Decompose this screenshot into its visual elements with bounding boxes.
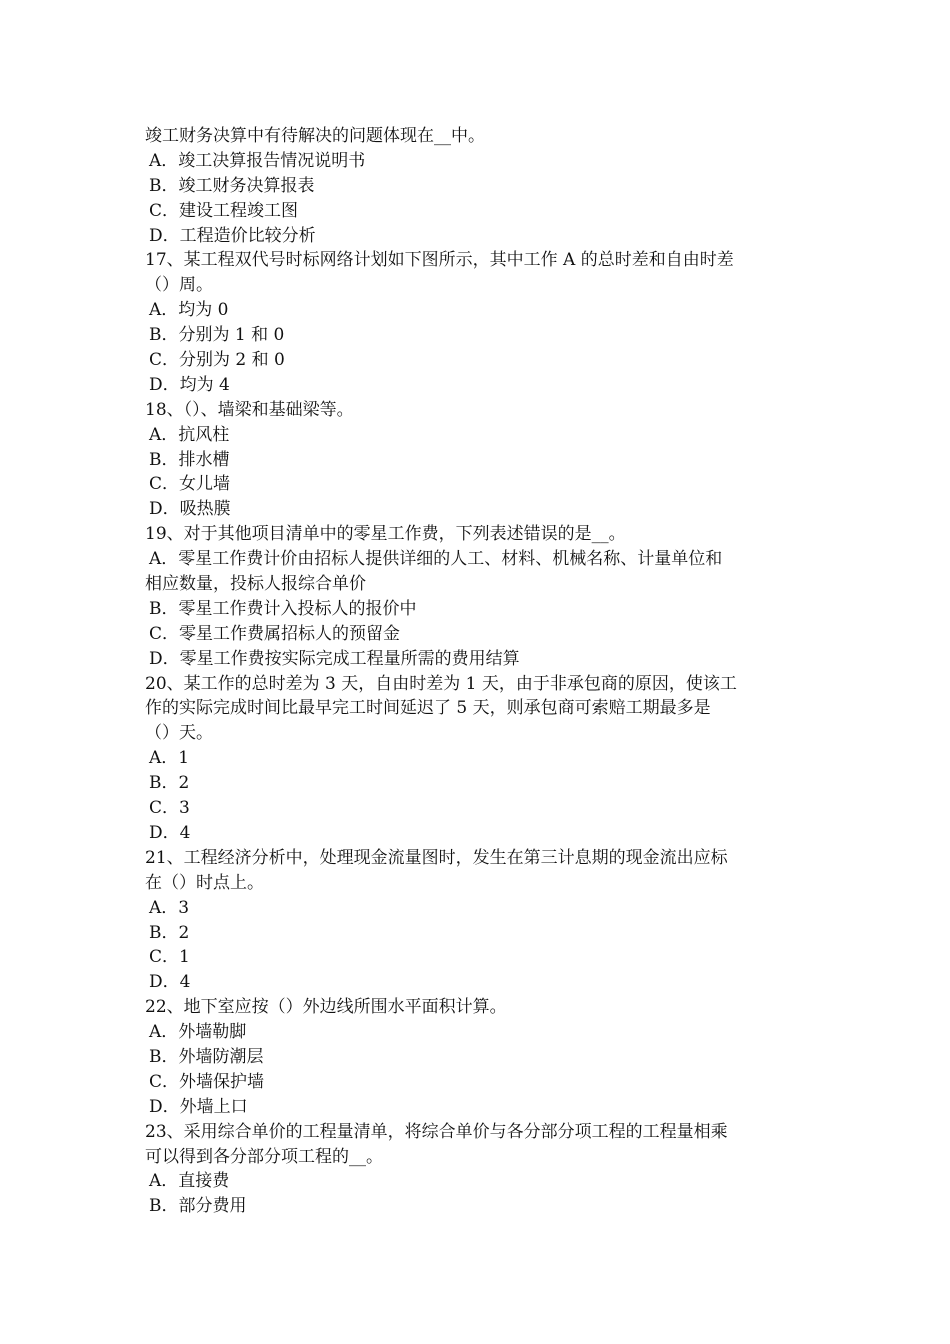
question-line: 21、工程经济分析中，处理现金流量图时，发生在第三计息期的现金流出应标	[145, 847, 728, 868]
answer-option: B．零星工作费计入投标人的报价中	[149, 598, 417, 619]
question-line: 竣工财务决算中有待解决的问题体现在__中。	[145, 126, 485, 146]
question-line: 作的实际完成时间比最早完工时间延迟了 5 天，则承包商可索赔工期最多是	[145, 698, 711, 719]
answer-option: B．排水槽	[149, 449, 230, 470]
question-line: 19、对于其他项目清单中的零星工作费，下列表述错误的是__。	[145, 524, 626, 545]
answer-option: A．零星工作费计价由招标人提供详细的人工、材料、机械名称、计量单位和	[149, 549, 723, 570]
answer-option: C．外墙保护墙	[149, 1071, 265, 1092]
question-line: 在（）时点上。	[145, 872, 264, 893]
answer-option: A．均为 0	[149, 300, 229, 321]
answer-option: D．4	[149, 822, 191, 843]
question-line: 20、某工作的总时差为 3 天，自由时差为 1 天，由于非承包商的原因，使该工	[145, 673, 737, 694]
answer-option: C．3	[149, 798, 190, 819]
question-line: 23、采用综合单价的工程量清单，将综合单价与各分部分项工程的工程量相乘	[145, 1121, 728, 1142]
answer-option: B．2	[149, 922, 190, 943]
question-line: （）周。	[145, 275, 213, 296]
answer-option: B．外墙防潮层	[149, 1046, 264, 1067]
answer-option: C．女儿墙	[149, 474, 231, 495]
answer-option: D．均为 4	[149, 374, 230, 395]
answer-option: A．抗风柱	[149, 424, 230, 445]
answer-option: D．吸热膜	[149, 499, 231, 520]
document-text	[145, 124, 810, 1219]
question-line: （）天。	[145, 723, 213, 744]
answer-option: C．零星工作费属招标人的预留金	[149, 623, 401, 644]
question-line: 22、地下室应按（）外边线所围水平面积计算。	[145, 997, 507, 1018]
answer-option: B．2	[149, 773, 190, 794]
answer-option: C．建设工程竣工图	[149, 200, 299, 221]
answer-option: A．1	[149, 748, 190, 769]
question-line: 17、某工程双代号时标网络计划如下图所示，其中工作 A 的总时差和自由时差	[145, 250, 734, 271]
question-line: 18、（）、墙梁和基础梁等。	[145, 399, 354, 420]
answer-option: D．外墙上口	[149, 1096, 248, 1117]
answer-option: B．分别为 1 和 0	[149, 325, 285, 346]
answer-option: A．外墙勒脚	[149, 1022, 247, 1043]
answer-option: D．工程造价比较分析	[149, 225, 316, 246]
answer-option: A．直接费	[149, 1171, 230, 1192]
answer-option-continuation: 相应数量，投标人报综合单价	[145, 574, 366, 595]
question-line: 可以得到各分部分项工程的__。	[145, 1146, 383, 1167]
answer-option: A．3	[149, 897, 190, 918]
answer-option: A．竣工决算报告情况说明书	[149, 150, 366, 171]
answer-option: D．4	[149, 972, 191, 993]
answer-option: C．分别为 2 和 0	[149, 350, 285, 371]
answer-option: D．零星工作费按实际完成工程量所需的费用结算	[149, 648, 520, 669]
answer-option: B．部分费用	[149, 1196, 247, 1217]
answer-option: B．竣工财务决算报表	[149, 175, 315, 196]
answer-option: C．1	[149, 947, 190, 968]
